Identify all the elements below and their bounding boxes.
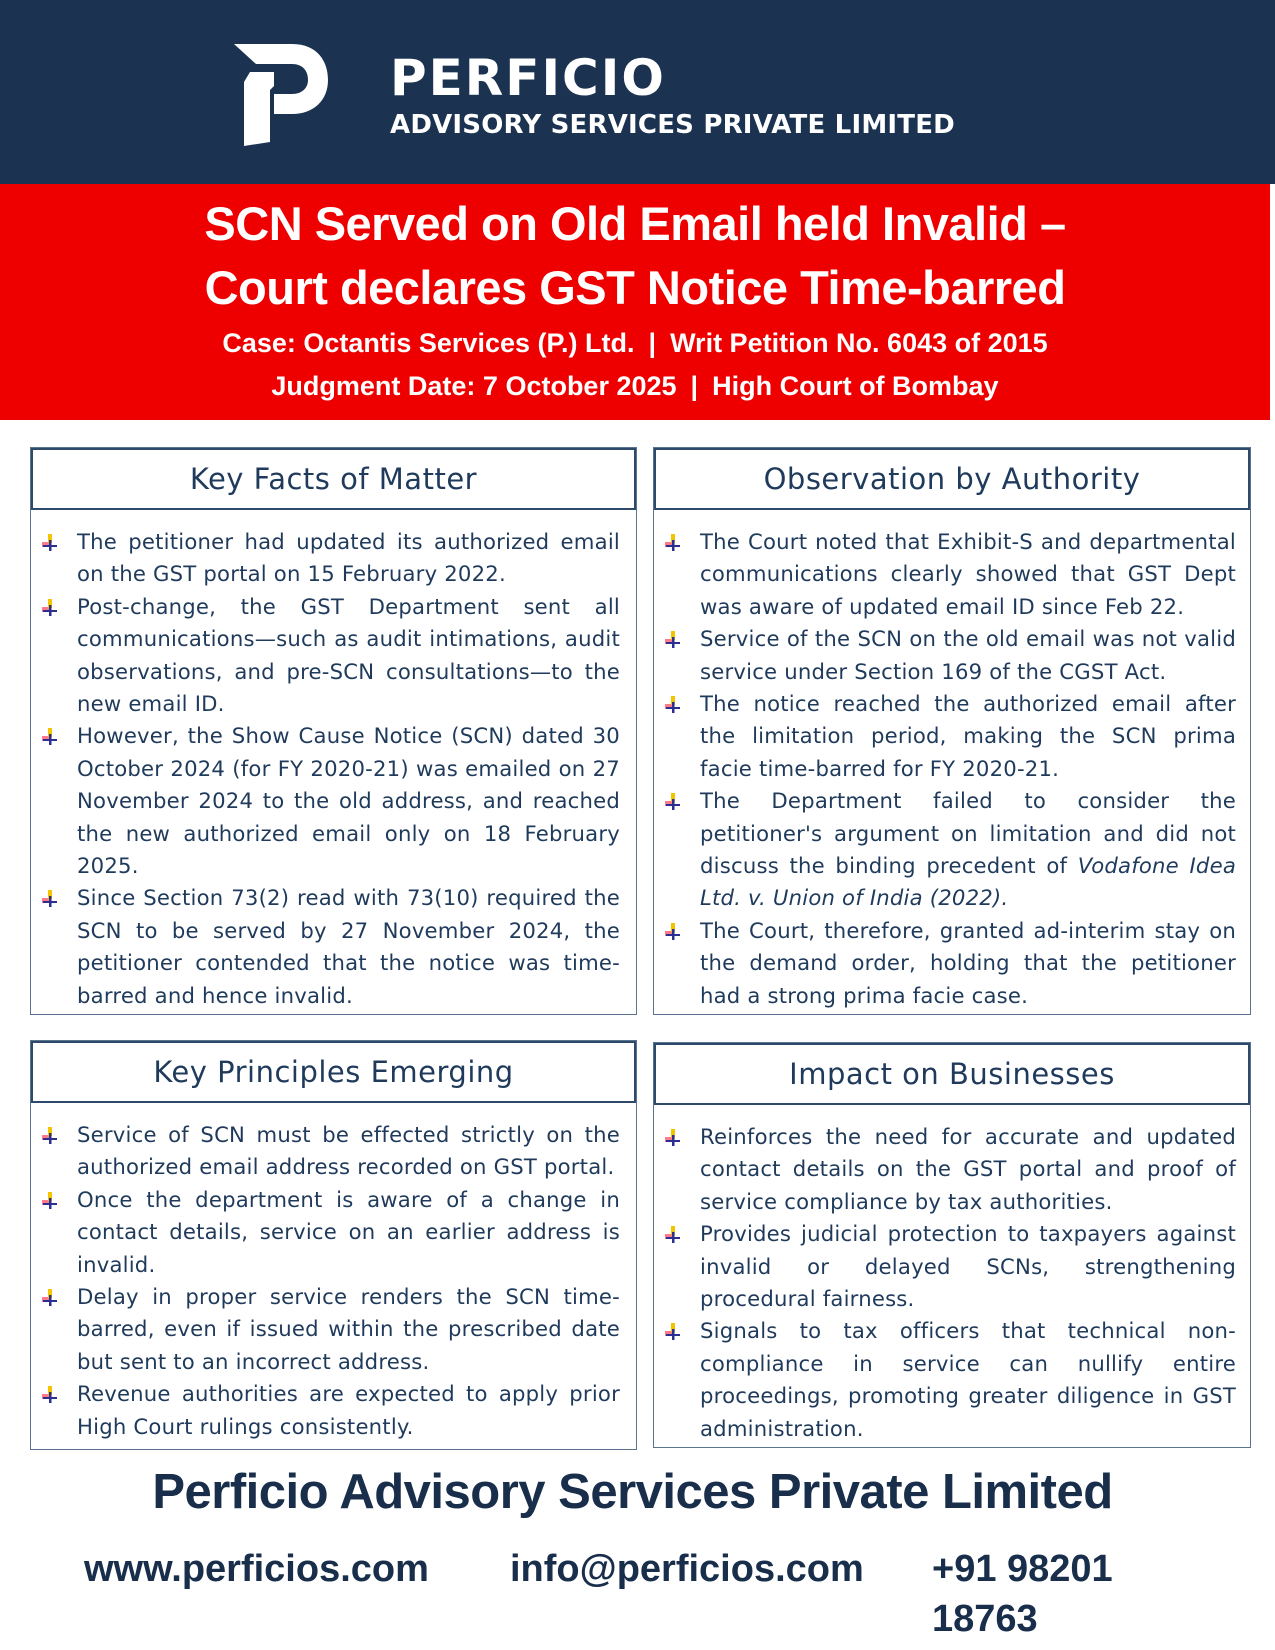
case-citation: Vodafone Idea Ltd. v. Union of India (2022). bbox=[700, 853, 1236, 911]
list-item: The petitioner had updated its authorized email on the GST portal on 15 February 2022. bbox=[77, 526, 620, 591]
down-arrow-bullet-icon bbox=[664, 923, 682, 941]
list-item: Service of the SCN on the old email was not valid service under Section 169 of the CGST Act. bbox=[700, 623, 1236, 688]
impact-section bbox=[653, 1042, 1251, 1448]
separator: | bbox=[648, 328, 657, 358]
list-item: The Court, therefore, granted ad-interim stay on the demand order, holding that the petitioner had a strong prima facie case. bbox=[700, 915, 1236, 1012]
list-item: Signals to tax officers that technical non-compliance in service can nullify entire proceedings, promoting greater diligence in GST administration. bbox=[700, 1315, 1236, 1445]
list-item: The notice reached the authorized email after the limitation period, making the SCN prima facie time-barred for FY 2020-21. bbox=[700, 688, 1236, 785]
bullet-list bbox=[31, 1119, 636, 1443]
list-item: Since Section 73(2) read with 73(10) required the SCN to be served by 27 November 2024, the petitioner contended that the notice was time-barred and hence invalid. bbox=[77, 882, 620, 1012]
down-arrow-bullet-icon bbox=[41, 534, 59, 552]
headline-line-1: SCN Served on Old Email held Invalid – bbox=[204, 197, 1066, 250]
case-details bbox=[0, 322, 1270, 365]
brand-header bbox=[0, 0, 1275, 184]
observation-section bbox=[653, 447, 1251, 1015]
down-arrow-bullet-icon bbox=[41, 1192, 59, 1210]
headline-line-2: Court declares GST Notice Time-barred bbox=[204, 261, 1066, 314]
section-title: Key Facts of Matter bbox=[31, 448, 636, 510]
list-item: Reinforces the need for accurate and updated contact details on the GST portal and proof of service compliance by tax authorities. bbox=[700, 1121, 1236, 1218]
section-title: Impact on Businesses bbox=[654, 1043, 1250, 1105]
bullet-list bbox=[654, 1121, 1250, 1445]
judgment-date: Judgment Date: 7 October 2025 bbox=[271, 371, 677, 401]
writ-petition: Writ Petition No. 6043 of 2015 bbox=[670, 328, 1048, 358]
key-principles-section bbox=[30, 1040, 637, 1450]
brand-name: PERFICIO bbox=[390, 49, 666, 107]
headline-banner bbox=[0, 184, 1270, 420]
perficio-p-logo-icon bbox=[230, 42, 330, 146]
list-item: Service of SCN must be effected strictly on the authorized email address recorded on GST portal. bbox=[77, 1119, 620, 1184]
down-arrow-bullet-icon bbox=[664, 1129, 682, 1147]
down-arrow-bullet-icon bbox=[664, 793, 682, 811]
down-arrow-bullet-icon bbox=[41, 1386, 59, 1404]
down-arrow-bullet-icon bbox=[664, 1226, 682, 1244]
section-title: Observation by Authority bbox=[654, 448, 1250, 510]
website-link[interactable]: www.perficios.com bbox=[84, 1548, 429, 1590]
down-arrow-bullet-icon bbox=[664, 534, 682, 552]
separator: | bbox=[690, 371, 699, 401]
down-arrow-bullet-icon bbox=[41, 599, 59, 617]
down-arrow-bullet-icon bbox=[41, 728, 59, 746]
down-arrow-bullet-icon bbox=[664, 696, 682, 714]
footer-contacts bbox=[84, 1544, 1194, 1640]
down-arrow-bullet-icon bbox=[41, 1127, 59, 1145]
footer-company-name: Perficio Advisory Services Private Limited bbox=[152, 1465, 1113, 1519]
list-item: Delay in proper service renders the SCN time-barred, even if issued within the prescribed date but sent to an incorrect address. bbox=[77, 1281, 620, 1378]
down-arrow-bullet-icon bbox=[41, 890, 59, 908]
list-item: The Court noted that Exhibit-S and departmental communications clearly showed that GST Dept was aware of updated email ID since Feb 22. bbox=[700, 526, 1236, 623]
key-facts-section bbox=[30, 447, 637, 1015]
down-arrow-bullet-icon bbox=[664, 1323, 682, 1341]
list-item: Once the department is aware of a change in contact details, service on an earlier address is invalid. bbox=[77, 1184, 620, 1281]
down-arrow-bullet-icon bbox=[664, 631, 682, 649]
bullet-list bbox=[654, 526, 1250, 1012]
down-arrow-bullet-icon bbox=[41, 1289, 59, 1307]
list-item: Provides judicial protection to taxpayers against invalid or delayed SCNs, strengthening procedural fairness. bbox=[700, 1218, 1236, 1315]
case-name: Case: Octantis Services (P.) Ltd. bbox=[222, 328, 635, 358]
phone-number[interactable]: +91 98201 18763 bbox=[932, 1548, 1113, 1640]
court-name: High Court of Bombay bbox=[712, 371, 999, 401]
email-link[interactable]: info@perficios.com bbox=[510, 1548, 864, 1590]
section-title: Key Principles Emerging bbox=[31, 1041, 636, 1103]
bullet-list bbox=[31, 526, 636, 1012]
brand-subtitle: ADVISORY SERVICES PRIVATE LIMITED bbox=[390, 110, 955, 140]
judgment-details bbox=[0, 365, 1270, 408]
list-item: The Department failed to consider the petitioner's argument on limitation and did not discuss the binding precedent of Vodafone Idea Ltd. v. Union of India (2022). bbox=[700, 785, 1236, 915]
list-item: Post-change, the GST Department sent all communications—such as audit intimations, audit observations, and pre-SCN consultations—to the new email ID. bbox=[77, 591, 620, 721]
list-item: However, the Show Cause Notice (SCN) dated 30 October 2024 (for FY 2020-21) was emailed on 27 November 2024 to the old address, and reached the new authorized email only on 18 February 2025. bbox=[77, 720, 620, 882]
list-item: Revenue authorities are expected to apply prior High Court rulings consistently. bbox=[77, 1378, 620, 1443]
